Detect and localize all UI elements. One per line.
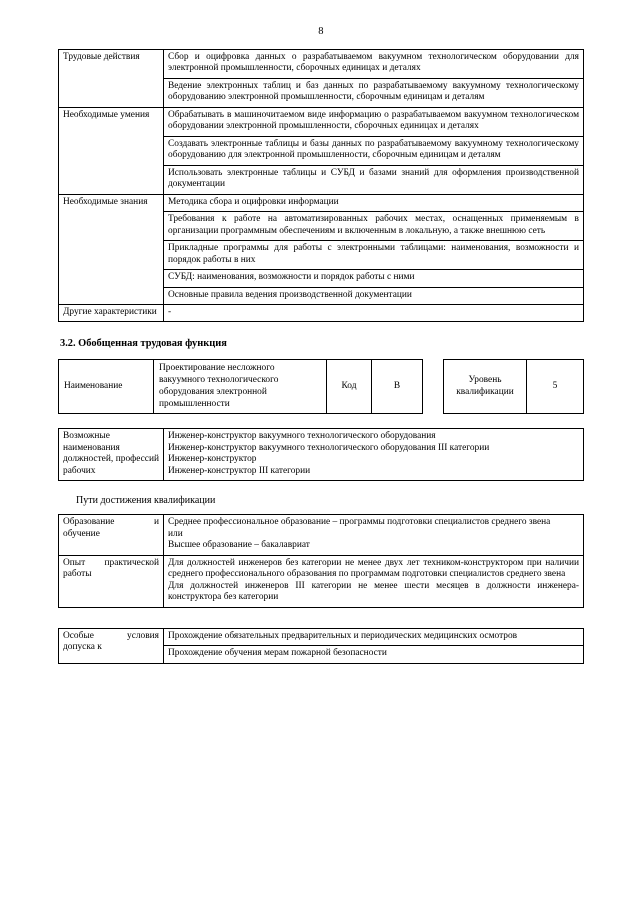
gf-name-label: Наименование	[59, 360, 154, 414]
table-cell: Создавать электронные таблицы и базы данных по разрабатываемому вакуумному технологическому оборудованию для электронной промышленности, сборочным единицам и деталям	[164, 136, 584, 165]
list-item: Инженер-конструктор вакуумного технологического оборудования III категории	[168, 442, 490, 453]
list-item: Инженер-конструктор вакуумного технологического оборудования	[168, 431, 436, 442]
list-item: Высшее образование – бакалавриат	[168, 540, 310, 551]
table-cell: Основные правила ведения производственной документации	[164, 287, 584, 304]
table-cell: Использовать электронные таблицы и СУБД и базами знаний для оформления производственной документации	[164, 165, 584, 194]
generalized-function-table	[58, 359, 584, 414]
table-row	[59, 194, 584, 211]
experience-label: Опыт практической работы	[59, 555, 164, 607]
table-cell: Сбор и оцифровка данных о разрабатываемом вакуумном технологическом оборудовании для электронной промышленности, сборочных единицах и деталях	[164, 50, 584, 79]
list-item: Инженер-конструктор III категории	[168, 465, 311, 476]
gf-level-value: 5	[527, 360, 584, 414]
table-cell: Прохождение обучения мерам пожарной безопасности	[164, 646, 584, 663]
row-label-skills: Необходимые умения	[59, 107, 164, 194]
job-titles-value	[164, 429, 584, 481]
table-row	[59, 360, 584, 414]
table-cell: Методика сбора и оцифровки информации	[164, 194, 584, 211]
gf-code-label: Код	[327, 360, 372, 414]
table-row	[59, 628, 584, 645]
table-cell: -	[164, 304, 584, 321]
row-label-duties: Трудовые действия	[59, 50, 164, 108]
list-item: Для должностей инженеров без категории не менее двух лет техником-конструктором при наличии среднего профессионального образования по программам подготовки специалистов среднего звена	[168, 557, 579, 580]
job-titles-table	[58, 428, 584, 481]
table-cell: СУБД: наименования, возможности и порядок работы с ними	[164, 270, 584, 287]
table-cell: Ведение электронных таблиц и баз данных по разрабатываемому вакуумному технологическому оборудованию электронной промышленности, сборочным единицам и деталям	[164, 78, 584, 107]
table-cell: Требования к работе на автоматизированных рабочих местах, оснащенных применяемым в организации программным обеспечениям и включенным в локальную, а также внешнюю сеть	[164, 212, 584, 241]
row-label-other: Другие характеристики	[59, 304, 164, 321]
table-row	[59, 515, 584, 555]
qualification-paths-table	[58, 514, 584, 607]
list-item: Инженер-конструктор	[168, 454, 257, 465]
gf-spacer	[423, 360, 444, 414]
row-label-knowledge: Необходимые знания	[59, 194, 164, 304]
education-value	[164, 515, 584, 555]
qualification-paths-heading: Пути достижения квалификации	[76, 495, 216, 507]
page-number: 8	[318, 26, 324, 37]
list-item: или	[168, 528, 183, 539]
table-row	[59, 50, 584, 79]
list-item: Среднее профессиональное образование – программы подготовки специалистов среднего звена	[168, 517, 551, 528]
special-conditions-table	[58, 628, 584, 664]
duties-table	[58, 49, 584, 322]
list-item: Для должностей инженеров III категории не менее шести месяцев в должности инженера-конструктора без категории	[168, 580, 579, 603]
education-label: Образование и обучение	[59, 515, 164, 555]
gf-level-label: Уровень квалификации	[444, 360, 527, 414]
gf-name-value: Проектирование несложного вакуумного технологического оборудования электронной промышленности	[154, 360, 327, 414]
experience-value	[164, 555, 584, 607]
table-row	[59, 107, 584, 136]
special-conditions-label: Особые условия допуска к	[59, 628, 164, 663]
table-row	[59, 555, 584, 607]
gf-code-value: B	[372, 360, 423, 414]
job-titles-label: Возможные наименования должностей, профессий рабочих	[59, 429, 164, 481]
table-cell: Прикладные программы для работы с электронными таблицами: наименования, возможности и порядок работы в них	[164, 241, 584, 270]
table-cell: Обрабатывать в машиночитаемом виде информацию о разрабатываемом вакуумном технологическом оборудовании электронной промышленности, сборочных единицах и деталях	[164, 107, 584, 136]
table-cell: Прохождение обязательных предварительных и периодических медицинских осмотров	[164, 628, 584, 645]
table-row	[59, 429, 584, 481]
table-row	[59, 304, 584, 321]
section-title: 3.2. Обобщенная трудовая функция	[60, 338, 227, 350]
